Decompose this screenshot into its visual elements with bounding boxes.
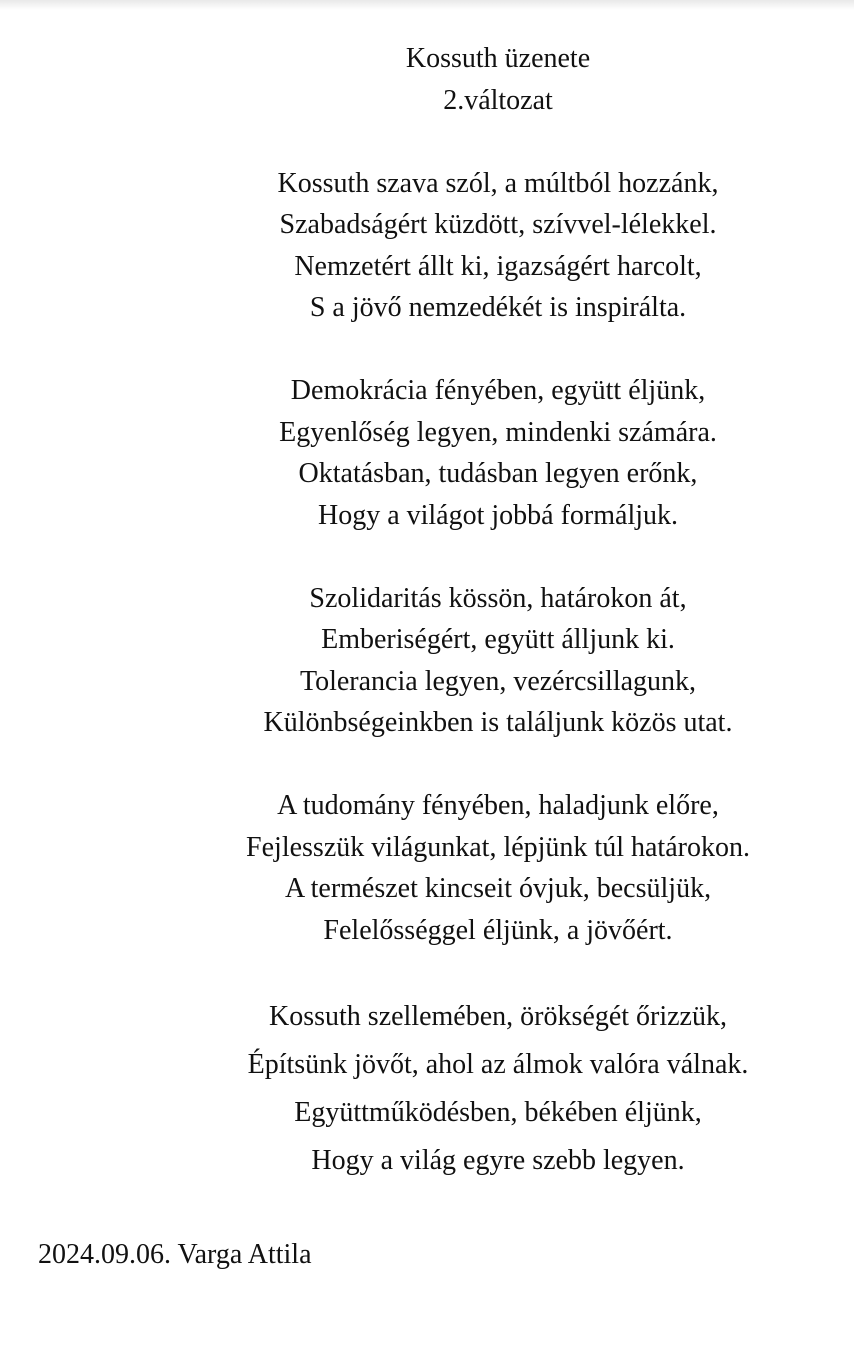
stanza-2 [0, 370, 854, 536]
poem-heading [0, 38, 854, 121]
date-and-author: 2024.09.06. Varga Attila [38, 1239, 312, 1270]
poem-line: Fejlesszük világunkat, lépjünk túl határokon. [246, 831, 750, 863]
poem-line: Szolidaritás kössön, határokon át, [309, 582, 687, 614]
poem [0, 38, 854, 1226]
poem-line: A tudomány fényében, haladjunk előre, [277, 790, 719, 821]
stanza-5 [0, 993, 854, 1185]
poem-line: Nemzetért állt ki, igazságért harcolt, [294, 250, 702, 282]
poem-line: Együttműködésben, békében éljünk, [294, 1096, 702, 1128]
poem-title: Kossuth üzenete [405, 43, 591, 74]
poem-line: S a jövő nemzedékét is inspirálta. [309, 292, 687, 323]
poem-line: Felelősséggel éljünk, a jövőért. [323, 914, 673, 946]
poem-line: Egyenlőség legyen, mindenki számára. [279, 416, 717, 448]
poem-line: Szabadságért küzdött, szívvel-lélekkel. [279, 209, 717, 240]
poem-line: Demokrácia fényében, együtt éljünk, [290, 375, 706, 406]
stanza-3 [0, 578, 854, 744]
poem-line: Építsünk jövőt, ahol az álmok valóra válnak. [247, 1048, 749, 1080]
poem-line: Oktatásban, tudásban legyen erőnk, [298, 458, 698, 489]
page-top-edge [0, 0, 854, 10]
stanza-1 [0, 163, 854, 329]
poem-subtitle: 2.változat [443, 84, 553, 116]
stanza-4 [0, 785, 854, 951]
poem-line: Kossuth szellemében, örökségét őrizzük, [269, 1000, 727, 1032]
poem-line: Hogy a világot jobbá formáljuk. [317, 499, 679, 531]
poem-line: Emberiségért, együtt álljunk ki. [321, 624, 675, 655]
poem-line: A természet kincseit óvjuk, becsüljük, [284, 873, 712, 904]
poem-line: Különbségeinkben is találjunk közös utat. [263, 707, 733, 738]
poem-line: Kossuth szava szól, a múltból hozzánk, [277, 167, 719, 199]
poem-line: Tolerancia legyen, vezércsillagunk, [299, 665, 697, 697]
poem-line: Hogy a világ egyre szebb legyen. [311, 1144, 685, 1176]
